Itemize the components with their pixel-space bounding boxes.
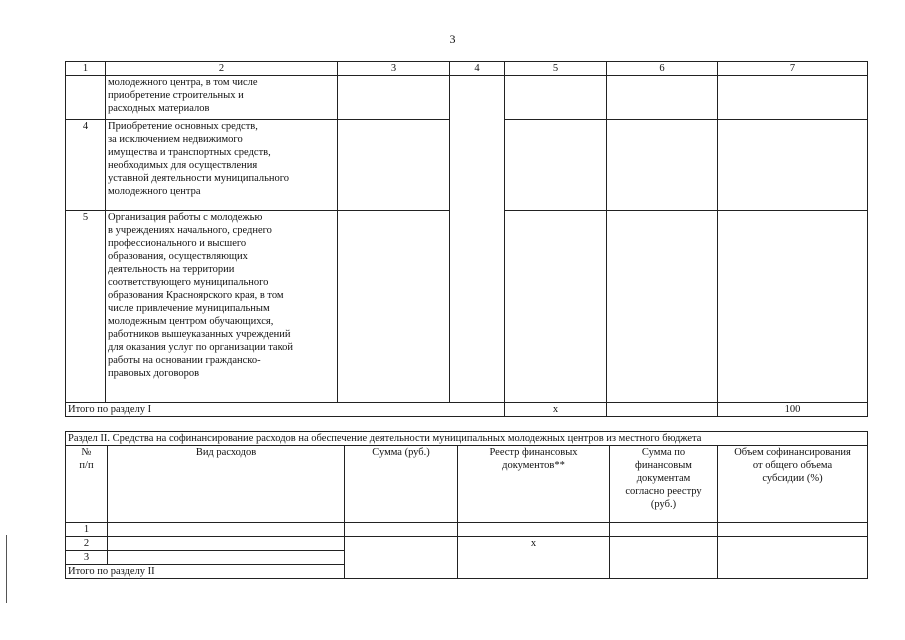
column-number-5: 5 (505, 62, 607, 76)
column-number-1: 1 (66, 62, 106, 76)
section-2-title: Раздел II. Средства на софинансирование расходов на обеспечение деятельности муниципальных молодежных центров из местного бюджета (66, 432, 868, 446)
row-number: 3 (66, 551, 108, 565)
table-row (66, 76, 868, 120)
expenses-table-section-2 (65, 431, 868, 579)
column-number-4: 4 (450, 62, 505, 76)
row-number: 2 (66, 537, 108, 551)
header-cofinancing-share: Объем софинансирования от общего объема субсидии (%) (718, 446, 868, 523)
header-sum-by-documents: Сумма по финансовым документам согласно реестру (руб.) (610, 446, 718, 523)
section-2-header-row (66, 446, 868, 523)
expense-description: молодежного центра, в том числе приобретение строительных и расходных материалов (106, 76, 338, 120)
registry-mark: x (458, 537, 610, 579)
column-number-row (66, 62, 868, 76)
header-sum: Сумма (руб.) (345, 446, 458, 523)
page-number: 3 (449, 32, 456, 46)
total-row-section-1 (66, 403, 868, 417)
table-row (66, 120, 868, 211)
section-2-title-row (66, 432, 868, 446)
expenses-table-section-1 (65, 61, 868, 417)
scan-margin-line (6, 535, 7, 603)
column-number-3: 3 (338, 62, 450, 76)
table-row (66, 537, 868, 551)
total-percent: 100 (718, 403, 868, 417)
header-number: № п/п (66, 446, 108, 523)
row-number: 4 (66, 120, 106, 211)
table-row (66, 211, 868, 403)
header-registry: Реестр финансовых документов** (458, 446, 610, 523)
total-mark: x (505, 403, 607, 417)
row-number (66, 76, 106, 120)
expense-description: Приобретение основных средств, за исключением недвижимого имущества и транспортных средств, необходимых для осуществления уставной деятельности муниципального молодежного центра (106, 120, 338, 211)
total-label: Итого по разделу I (66, 403, 505, 417)
expense-description: Организация работы с молодежью в учреждениях начального, среднего профессионального и высшего образования, осуществляющих деятельность на территории соответствующего муниципального образования Красноярского края, в том числе привлечение муниципальным молодежным центром обучающихся, работников вышеуказанных учреждений для оказания услуг по организации такой работы на основании гражданско- правовых договоров (106, 211, 338, 403)
total-label: Итого по разделу II (66, 565, 345, 579)
column-number-7: 7 (718, 62, 868, 76)
row-number: 5 (66, 211, 106, 403)
header-expense-type: Вид расходов (108, 446, 345, 523)
table-row (66, 523, 868, 537)
row-number: 1 (66, 523, 108, 537)
column-number-6: 6 (607, 62, 718, 76)
column-number-2: 2 (106, 62, 338, 76)
